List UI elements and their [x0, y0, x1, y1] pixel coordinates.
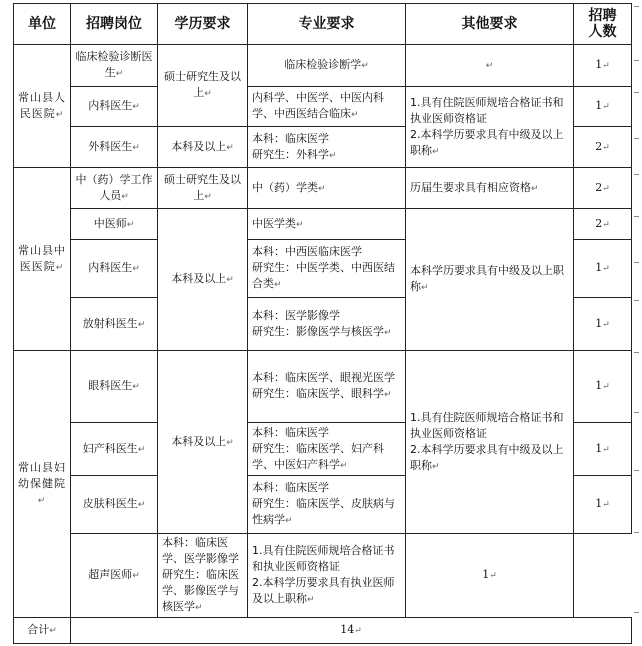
recruitment-table: [13, 3, 632, 644]
post-cell: 中医师↵: [71, 209, 158, 240]
count-cell: 1↵: [574, 423, 632, 476]
major-cell: 中（药）学类↵: [248, 168, 406, 209]
total-row: [14, 618, 632, 644]
count-cell: 1↵: [574, 298, 632, 351]
post-cell: 放射科医生↵: [71, 298, 158, 351]
header-count-line1: 招聘: [588, 8, 617, 24]
major-cell: 临床检验诊断学↵: [248, 45, 406, 87]
count-cell: 1↵: [574, 240, 632, 298]
other-cell: ↵: [406, 45, 574, 87]
count-cell: 1↵: [574, 351, 632, 423]
unit-cell: 常山县中医医院↵: [14, 168, 71, 351]
header-count: [574, 4, 632, 45]
post-cell: 皮肤科医生↵: [71, 476, 158, 534]
header-major: 专业要求: [248, 4, 406, 45]
education-cell: 硕士研究生及以上↵: [158, 168, 248, 209]
major-cell: 本科：临床医学、医学影像学 研究生：临床医学、影像医学与核医学↵: [158, 534, 248, 618]
recruitment-document: [13, 3, 631, 639]
major-cell: 内科学、中医学、中医内科学、中西医结合临床↵: [248, 87, 406, 127]
education-cell: 硕士研究生及以上↵: [158, 45, 248, 127]
unit-cell: 常山县妇幼保健院↵: [14, 351, 71, 618]
education-cell: 本科及以上↵: [158, 127, 248, 168]
count-cell: 2↵: [574, 127, 632, 168]
post-cell: 妇产科医生↵: [71, 423, 158, 476]
post-cell: 超声医师↵: [71, 534, 158, 618]
page-edge-marks: [634, 0, 640, 640]
table-row: [14, 209, 632, 240]
count-cell: 1↵: [406, 534, 574, 618]
major-cell: 本科：临床医学 研究生：外科学↵: [248, 127, 406, 168]
count-cell: 1↵: [574, 87, 632, 127]
post-cell: 外科医生↵: [71, 127, 158, 168]
education-cell: 本科及以上↵: [158, 351, 248, 534]
post-cell: 眼科医生↵: [71, 351, 158, 423]
table-row: [14, 351, 632, 423]
major-cell: 本科：临床医学、眼视光医学 研究生：临床医学、眼科学↵: [248, 351, 406, 423]
header-post: 招聘岗位: [71, 4, 158, 45]
count-cell: 1↵: [574, 45, 632, 87]
header-other: 其他要求: [406, 4, 574, 45]
header-row: [14, 4, 632, 45]
post-cell: 临床检验诊断医生↵: [71, 45, 158, 87]
major-cell: 本科：中西医临床医学 研究生：中医学类、中西医结合类↵: [248, 240, 406, 298]
unit-cell: 常山县人民医院↵: [14, 45, 71, 168]
other-cell: 历届生要求具有相应资格↵: [406, 168, 574, 209]
table-row: [14, 168, 632, 209]
table-row: [14, 87, 632, 127]
header-education: 学历要求: [158, 4, 248, 45]
header-unit: 单位: [14, 4, 71, 45]
education-cell: 本科及以上↵: [158, 209, 248, 351]
major-cell: 中医学类↵: [248, 209, 406, 240]
major-cell: 本科：临床医学 研究生：临床医学、妇产科学、中医妇产科学↵: [248, 423, 406, 476]
count-cell: 2↵: [574, 209, 632, 240]
other-cell: 1.具有住院医师规培合格证书和执业医师资格证 2.本科学历要求具有中级及以上职称↵: [406, 87, 574, 168]
other-cell: 1.具有住院医师规培合格证书和执业医师资格证 2.本科学历要求具有中级及以上职称↵: [406, 351, 574, 534]
table-row: [14, 534, 632, 618]
count-cell: 2↵: [574, 168, 632, 209]
other-cell: 本科学历要求具有中级及以上职称↵: [406, 209, 574, 351]
post-cell: 内科医生↵: [71, 87, 158, 127]
total-label: 合计↵: [14, 618, 71, 644]
major-cell: 本科：临床医学 研究生：临床医学、皮肤病与性病学↵: [248, 476, 406, 534]
other-cell: 1.具有住院医师规培合格证书和执业医师资格证 2.本科学历要求具有执业医师及以上职称↵: [248, 534, 406, 618]
major-cell: 本科：医学影像学 研究生：影像医学与核医学↵: [248, 298, 406, 351]
header-count-line2: 人数: [588, 24, 617, 40]
post-cell: 中（药）学工作人员↵: [71, 168, 158, 209]
total-value: 14↵: [71, 618, 632, 644]
post-cell: 内科医生↵: [71, 240, 158, 298]
count-cell: 1↵: [574, 476, 632, 534]
table-row: [14, 45, 632, 87]
